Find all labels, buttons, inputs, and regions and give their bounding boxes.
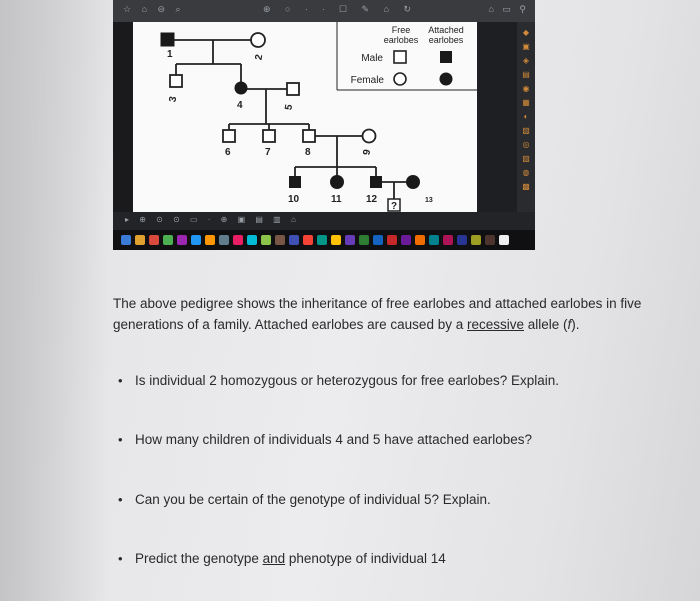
label-3: 3 [167, 95, 180, 103]
toolbar-icons-left: ☆ ⌂ ⊖ ⌕ [123, 4, 185, 14]
pedigree-chart [133, 22, 477, 212]
taskbar-app-icon [303, 235, 313, 245]
legend-female-free-symbol [394, 73, 406, 85]
individual-11-attached-female [330, 175, 344, 189]
label-1: 1 [167, 49, 173, 60]
taskbar-app-icon [359, 235, 369, 245]
taskbar-app-icon [233, 235, 243, 245]
taskbar-app-icon [485, 235, 495, 245]
legend-attached-line2: earlobes [428, 35, 464, 45]
screenshot-taskbar [113, 230, 535, 250]
question-4 [118, 551, 446, 566]
intro-text-3: ). [571, 317, 580, 332]
taskbar-app-icon [135, 235, 145, 245]
individual-1-attached-male [161, 33, 174, 46]
intro-recessive: recessive [466, 317, 524, 332]
label-6: 6 [225, 147, 231, 158]
unknown-mark: ? [390, 201, 398, 212]
legend-female-attached-symbol [440, 73, 453, 86]
individual-4-attached-female [235, 82, 248, 95]
intro-paragraph [113, 293, 643, 335]
legend-male-free-symbol [394, 51, 406, 63]
question-4-text-pre: Predict the genotype [135, 551, 263, 566]
legend-free-line1: Free [391, 25, 411, 35]
taskbar-app-icon [443, 235, 453, 245]
toolbar-icons-mid: ⊕ ○ ∙ ∙ ☐ ✎ ⌂ ↻ [263, 4, 418, 14]
taskbar-app-icon [345, 235, 355, 245]
toolbar-icons-right: ⌂ ▭ ⚲ [488, 4, 529, 14]
intro-text-2: allele ( [524, 317, 568, 332]
taskbar-app-icon [121, 235, 131, 245]
question-4-and: and [262, 551, 286, 566]
taskbar-app-icon [219, 235, 229, 245]
label-7: 7 [265, 147, 271, 158]
question-1 [118, 373, 559, 388]
label-12: 12 [366, 194, 378, 205]
bullet: • [118, 492, 123, 507]
label-5: 5 [283, 103, 296, 111]
bullet: • [118, 432, 123, 447]
legend-free-line2: earlobes [383, 35, 419, 45]
label-13: 13 [425, 197, 433, 204]
intro-allele: f [567, 317, 572, 332]
label-8: 8 [305, 147, 311, 158]
legend-male-label: Male [361, 53, 383, 64]
question-2 [118, 432, 532, 447]
intro-text-1: The above pedigree shows the inheritance of free earlobes and attached earlobes in five generations of a family. Attached earlobes are caused by a [113, 296, 642, 332]
label-2: 2 [253, 53, 266, 61]
legend-female-label: Female [350, 75, 384, 86]
label-4: 4 [237, 100, 243, 111]
taskbar-app-icon [163, 235, 173, 245]
taskbar-app-icon [177, 235, 187, 245]
question-2-text: How many children of individuals 4 and 5 have attached earlobes? [135, 432, 532, 447]
taskbar-app-icon [149, 235, 159, 245]
screenshot-left-panel [113, 22, 133, 212]
individual-12-attached-male [370, 176, 382, 188]
taskbar-app-icon [471, 235, 481, 245]
individual-9-free-female [363, 130, 376, 143]
individual-13-attached-female [406, 175, 420, 189]
taskbar-app-icon [387, 235, 397, 245]
bottom-bar-icons: ▸ ⊕ ⊙ ⊙ ▭ · ⊕ ▣ ▤ ▥ ⌂ [125, 215, 300, 224]
taskbar-app-icon [373, 235, 383, 245]
screenshot-bottom-bar [113, 212, 535, 230]
taskbar-app-icon [317, 235, 327, 245]
taskbar-app-icon [499, 235, 509, 245]
taskbar-app-icon [415, 235, 425, 245]
taskbar-app-icon [331, 235, 341, 245]
paper-shadow [0, 0, 110, 601]
taskbar-app-icon [261, 235, 271, 245]
question-4-text-post: phenotype of individual 14 [285, 551, 446, 566]
individual-8-free-male [303, 130, 315, 142]
legend-attached-line1: Attached [428, 25, 464, 35]
label-10: 10 [288, 194, 300, 205]
question-3-text: Can you be certain of the genotype of individual 5? Explain. [135, 492, 491, 507]
legend-male-attached-symbol [440, 51, 452, 63]
individual-7-free-male [263, 130, 275, 142]
individual-2-free-female [251, 33, 265, 47]
screenshot-toolbar [113, 0, 535, 22]
bullet: • [118, 551, 123, 566]
embedded-screenshot [113, 0, 535, 250]
individual-5-free-male [287, 83, 299, 95]
taskbar-app-icon [191, 235, 201, 245]
label-9: 9 [361, 148, 374, 156]
label-11: 11 [331, 194, 342, 205]
taskbar-app-icon [205, 235, 215, 245]
taskbar-app-icon [429, 235, 439, 245]
taskbar-app-icon [275, 235, 285, 245]
bullet: • [118, 373, 123, 388]
taskbar-app-icon [457, 235, 467, 245]
question-1-text: Is individual 2 homozygous or heterozygous for free earlobes? Explain. [135, 373, 559, 388]
pedigree-whiteboard [133, 22, 477, 212]
taskbar-app-icon [247, 235, 257, 245]
taskbar-app-icon [401, 235, 411, 245]
question-3 [118, 492, 491, 507]
individual-6-free-male [223, 130, 235, 142]
individual-3-free-male [170, 75, 182, 87]
taskbar-app-icon [289, 235, 299, 245]
screenshot-right-toolbar: ◆ ▣ ◈ ▤ ◉ ▦ ◐ ▧ ◎ ▨ ◍ ▩ [517, 22, 535, 216]
individual-10-attached-male [289, 176, 301, 188]
